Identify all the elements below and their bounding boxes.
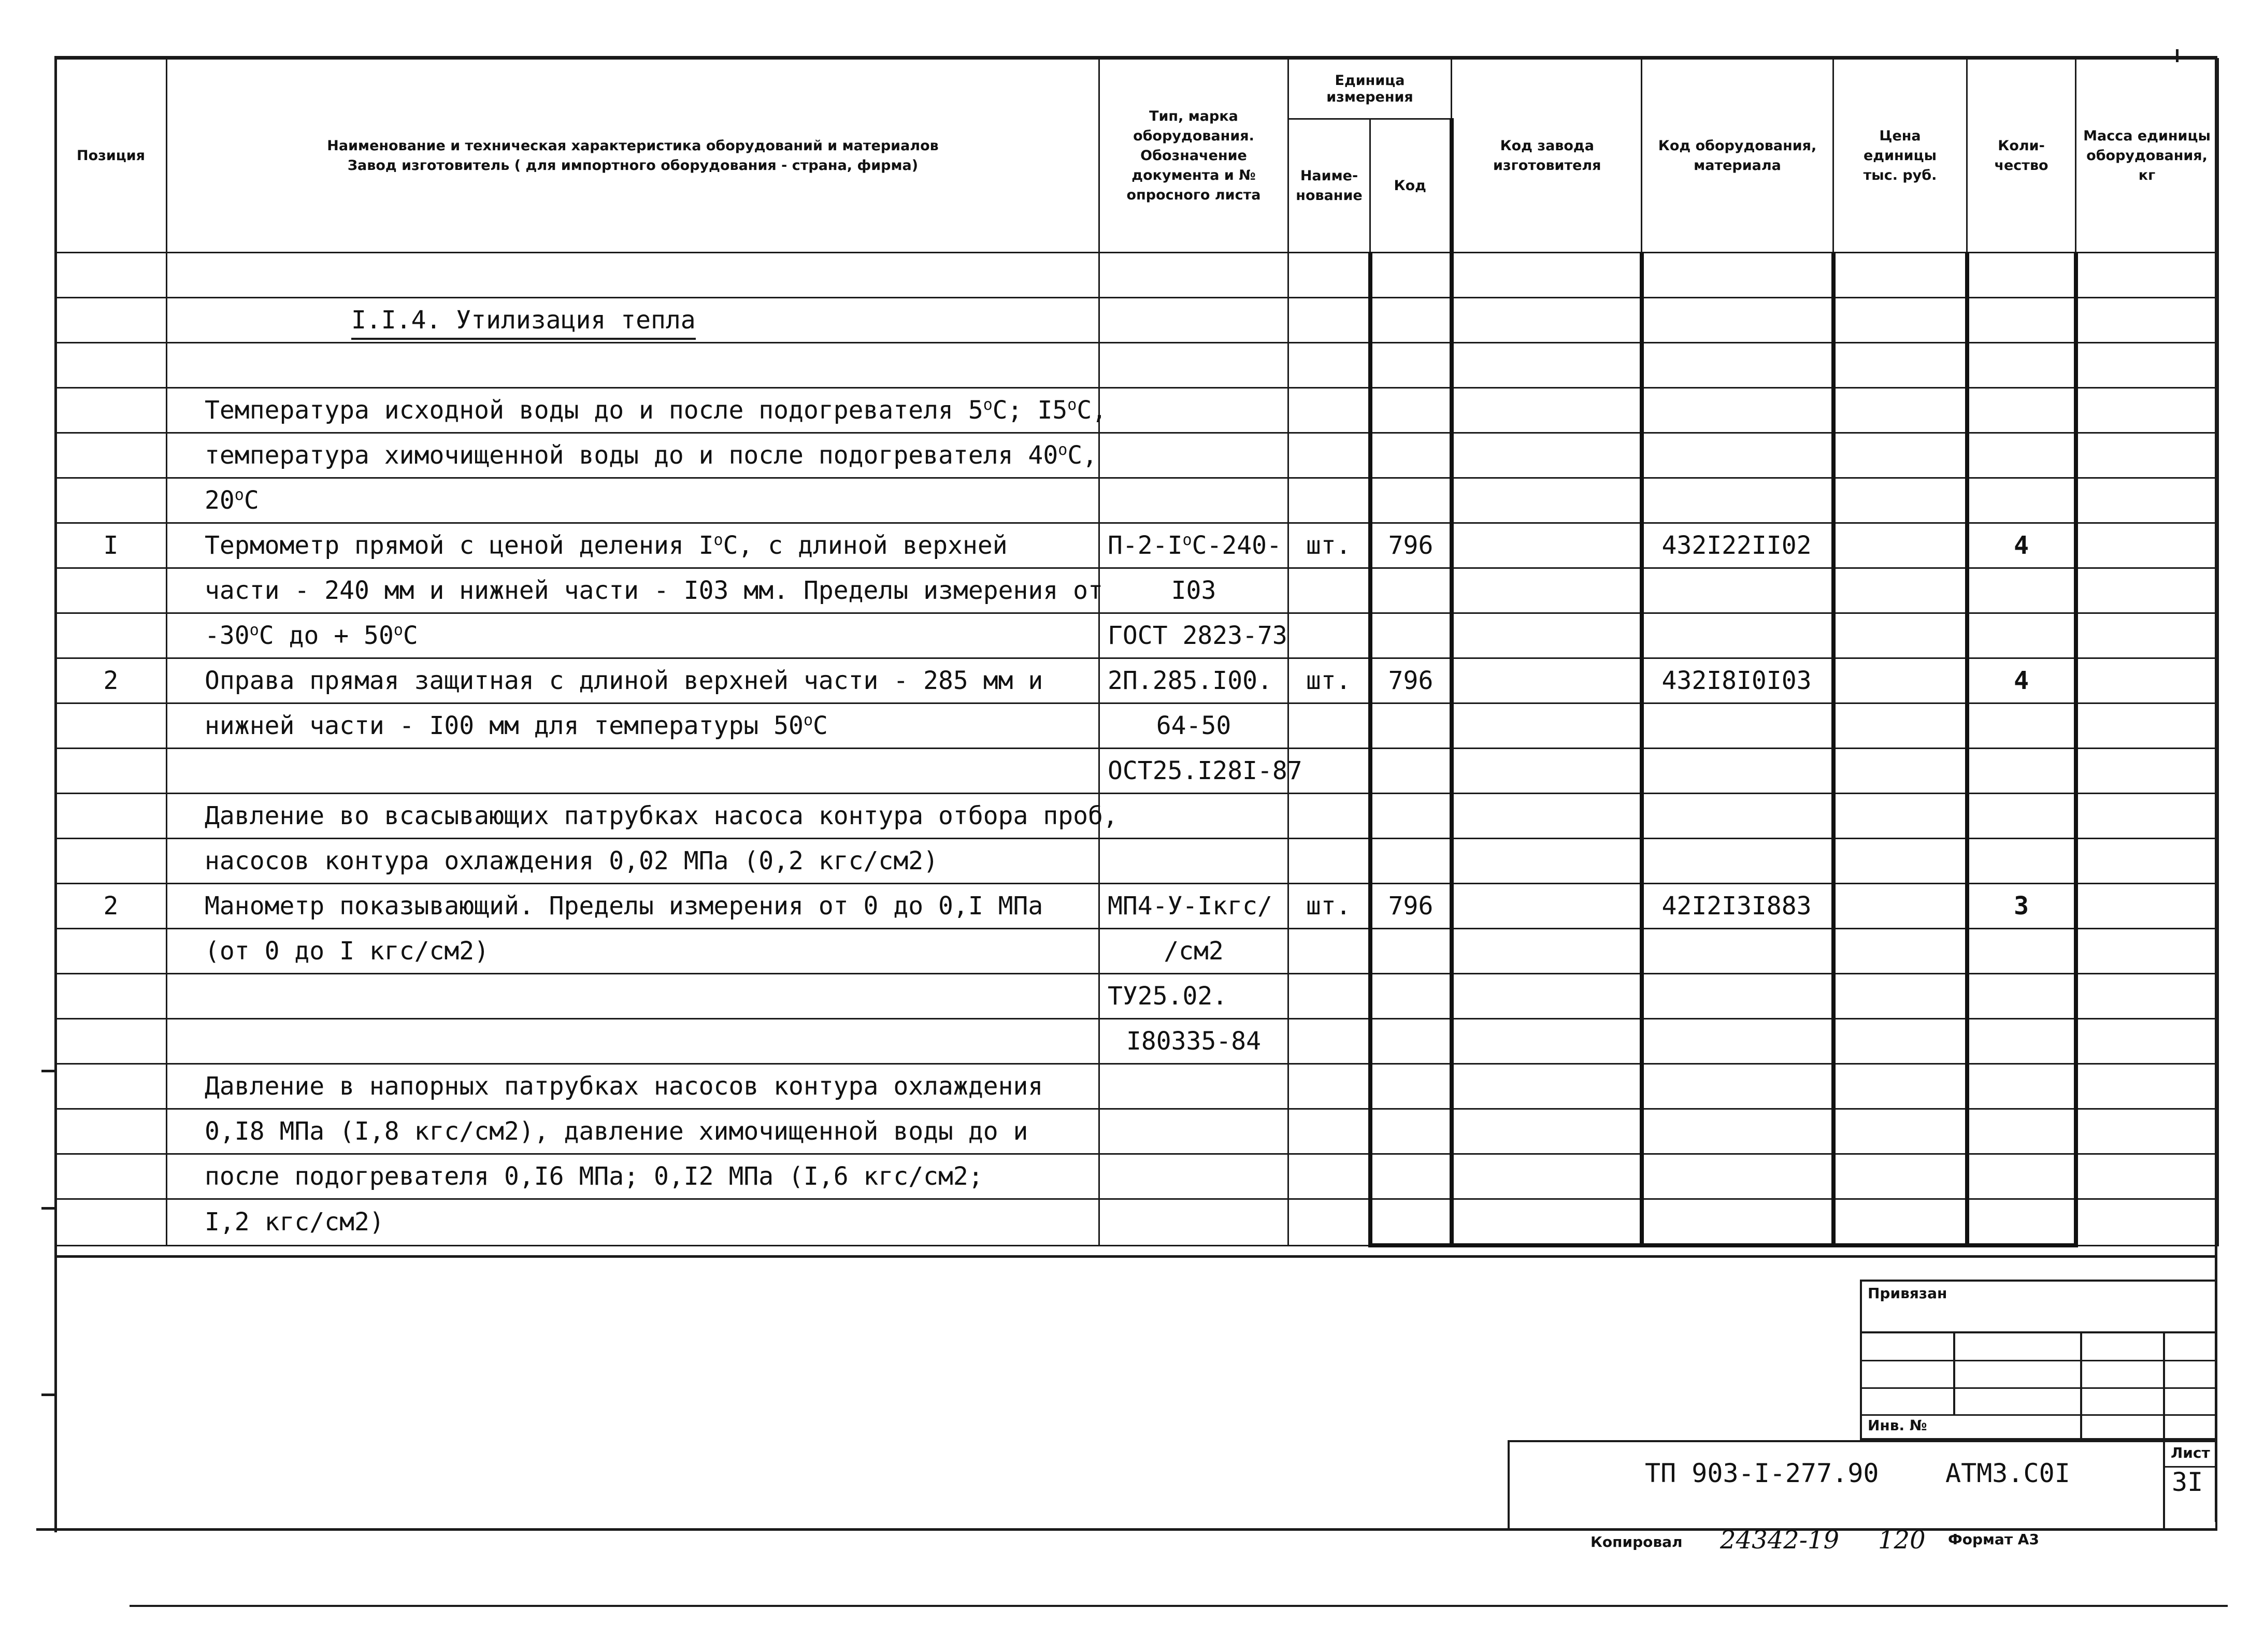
header-equipment-code: Код оборудования, материала xyxy=(1642,59,1833,253)
type-cell xyxy=(1099,839,1288,884)
table-row xyxy=(55,613,2218,658)
quantity-cell: 3 xyxy=(1967,884,2076,929)
price-cell xyxy=(1833,568,1967,613)
name-cell: 20$^o$С xyxy=(167,478,1099,523)
type-cell: МП4-У-Iкгс/ xyxy=(1099,884,1288,929)
quantity-cell xyxy=(1967,1154,2076,1199)
factory-code-cell xyxy=(1452,1019,1642,1064)
quantity-cell xyxy=(1967,613,2076,658)
unit-code-cell xyxy=(1370,974,1452,1019)
equipment-code-cell xyxy=(1642,1109,1833,1154)
factory-code-cell xyxy=(1452,794,1642,839)
factory-code-cell xyxy=(1452,929,1642,974)
header-type: Тип, марка оборудования. Обозначение документа и № опросного листа xyxy=(1099,59,1288,253)
name-cell: Термометр прямой с ценой деления $I^oС$, с длиной верхней xyxy=(167,523,1099,568)
type-cell: I03 xyxy=(1099,568,1288,613)
header-unit-group: Единица измерения xyxy=(1288,59,1452,119)
type-cell xyxy=(1099,1199,1288,1246)
table-row xyxy=(55,568,2218,613)
equipment-code-cell xyxy=(1642,794,1833,839)
unit-code-cell xyxy=(1370,929,1452,974)
quantity-cell xyxy=(1967,929,2076,974)
table-row xyxy=(55,794,2218,839)
mass-cell xyxy=(2076,1154,2218,1199)
data-rows xyxy=(55,388,2218,1246)
unit-code-cell xyxy=(1370,703,1452,749)
price-cell xyxy=(1833,478,1967,523)
quantity-cell xyxy=(1967,839,2076,884)
position-cell xyxy=(55,839,167,884)
table-row xyxy=(55,658,2218,703)
name-cell: части - 240 мм и нижней части - I03 мм. Пределы измерения от xyxy=(167,568,1099,613)
position-cell xyxy=(55,1154,167,1199)
factory-code-cell xyxy=(1452,568,1642,613)
type-cell xyxy=(1099,1064,1288,1109)
name-cell: Давление во всасывающих патрубках насоса контура отбора проб, xyxy=(167,794,1099,839)
unit-name-cell xyxy=(1288,1064,1370,1109)
header-name-line1: Наименование и техническая характеристика оборудований и материалов xyxy=(327,137,939,154)
position-cell xyxy=(55,749,167,794)
mass-cell xyxy=(2076,658,2218,703)
unit-name-cell xyxy=(1288,478,1370,523)
attached-grid-line xyxy=(2080,1331,2082,1440)
unit-code-cell xyxy=(1370,1199,1452,1246)
unit-name-cell xyxy=(1288,1154,1370,1199)
unit-code-cell: 796 xyxy=(1370,523,1452,568)
unit-name-cell xyxy=(1288,388,1370,433)
type-cell xyxy=(1099,1109,1288,1154)
type-cell xyxy=(1099,478,1288,523)
type-cell: /см2 xyxy=(1099,929,1288,974)
table-row xyxy=(55,1019,2218,1064)
sheet-label: Лист xyxy=(2171,1444,2210,1461)
unit-code-cell: 796 xyxy=(1370,658,1452,703)
header-name xyxy=(167,59,1099,253)
factory-code-cell xyxy=(1452,1154,1642,1199)
mass-cell xyxy=(2076,929,2218,974)
name-cell: -30$^o$С до + $50^oС$ xyxy=(167,613,1099,658)
price-cell xyxy=(1833,749,1967,794)
attached-label: Привязан xyxy=(1868,1285,1947,1302)
unit-name-cell xyxy=(1288,703,1370,749)
specification-table xyxy=(54,58,2219,1247)
table-row xyxy=(55,703,2218,749)
name-cell xyxy=(167,974,1099,1019)
equipment-code-cell xyxy=(1642,749,1833,794)
position-cell xyxy=(55,794,167,839)
unit-name-cell xyxy=(1288,794,1370,839)
name-cell: 0,I8 МПа (I,8 кгс/см2), давление химочищенной воды до и xyxy=(167,1109,1099,1154)
type-cell: ОСТ25.I28I-87 xyxy=(1099,749,1288,794)
section-title-row xyxy=(55,298,2218,343)
quantity-cell xyxy=(1967,749,2076,794)
quantity-cell xyxy=(1967,794,2076,839)
equipment-code-cell xyxy=(1642,613,1833,658)
equipment-code-cell xyxy=(1642,1199,1833,1246)
price-cell xyxy=(1833,433,1967,478)
mass-cell xyxy=(2076,703,2218,749)
price-cell xyxy=(1833,794,1967,839)
factory-code-cell xyxy=(1452,703,1642,749)
type-cell: 2П.285.I00. xyxy=(1099,658,1288,703)
position-cell: 2 xyxy=(55,658,167,703)
factory-code-cell xyxy=(1452,749,1642,794)
table-row xyxy=(55,929,2218,974)
table-row xyxy=(55,839,2218,884)
copy-number-2: 120 xyxy=(1878,1526,1926,1555)
name-cell: нижней части - I00 мм для температуры 50$^o$С xyxy=(167,703,1099,749)
mass-cell xyxy=(2076,433,2218,478)
format-label: Формат А3 xyxy=(1948,1531,2039,1548)
name-cell: температура химочищенной воды до и после подогревателя 40$^o$С, xyxy=(167,433,1099,478)
attached-grid-line xyxy=(2163,1331,2165,1440)
quantity-cell xyxy=(1967,1199,2076,1246)
unit-name-cell xyxy=(1288,974,1370,1019)
equipment-code-cell xyxy=(1642,433,1833,478)
price-cell xyxy=(1833,703,1967,749)
price-cell xyxy=(1833,1064,1967,1109)
mass-cell xyxy=(2076,974,2218,1019)
quantity-cell xyxy=(1967,1019,2076,1064)
section-title: I.I.4. Утилизация тепла xyxy=(167,298,1099,343)
table-row xyxy=(55,1064,2218,1109)
equipment-code-cell xyxy=(1642,1154,1833,1199)
name-cell xyxy=(167,749,1099,794)
table-row xyxy=(55,253,2218,298)
equipment-code-cell xyxy=(1642,1064,1833,1109)
factory-code-cell xyxy=(1452,658,1642,703)
table-row xyxy=(55,974,2218,1019)
equipment-code-cell xyxy=(1642,839,1833,884)
attached-grid-line xyxy=(1953,1331,1955,1414)
position-cell xyxy=(55,478,167,523)
unit-code-cell xyxy=(1370,794,1452,839)
doc-mark: АТМ3.С0I xyxy=(1945,1458,2070,1488)
factory-code-cell xyxy=(1452,884,1642,929)
unit-code-cell xyxy=(1370,839,1452,884)
mass-cell xyxy=(2076,749,2218,794)
mass-cell xyxy=(2076,794,2218,839)
price-cell xyxy=(1833,839,1967,884)
table-row xyxy=(55,478,2218,523)
copy-number: 24342-19 xyxy=(1720,1526,1839,1555)
position-cell xyxy=(55,703,167,749)
unit-code-cell xyxy=(1370,478,1452,523)
name-cell: Манометр показывающий. Пределы измерения от 0 до 0,I МПа xyxy=(167,884,1099,929)
factory-code-cell xyxy=(1452,613,1642,658)
position-cell xyxy=(55,1019,167,1064)
unit-code-cell xyxy=(1370,1064,1452,1109)
sheet-divider xyxy=(2163,1440,2165,1531)
header-name-line2: Завод изготовитель ( для импортного оборудования - страна, фирма) xyxy=(347,157,919,174)
quantity-cell xyxy=(1967,1109,2076,1154)
quantity-cell xyxy=(1967,433,2076,478)
factory-code-cell xyxy=(1452,433,1642,478)
unit-name-cell xyxy=(1288,613,1370,658)
position-cell: I xyxy=(55,523,167,568)
factory-code-cell xyxy=(1452,478,1642,523)
type-cell: ТУ25.02. xyxy=(1099,974,1288,1019)
table-row xyxy=(55,1109,2218,1154)
copied-label: Копировал xyxy=(1590,1533,1683,1550)
quantity-cell xyxy=(1967,478,2076,523)
name-cell: (от 0 до I кгс/см2) xyxy=(167,929,1099,974)
price-cell xyxy=(1833,974,1967,1019)
factory-code-cell xyxy=(1452,388,1642,433)
inv-no-label: Инв. № xyxy=(1868,1417,1927,1434)
quantity-cell xyxy=(1967,388,2076,433)
equipment-code-cell xyxy=(1642,568,1833,613)
unit-name-cell xyxy=(1288,1019,1370,1064)
position-cell xyxy=(55,974,167,1019)
price-cell xyxy=(1833,388,1967,433)
unit-code-cell xyxy=(1370,1109,1452,1154)
factory-code-cell xyxy=(1452,839,1642,884)
position-cell xyxy=(55,613,167,658)
mass-cell xyxy=(2076,568,2218,613)
price-cell xyxy=(1833,658,1967,703)
unit-name-cell xyxy=(1288,1109,1370,1154)
price-cell xyxy=(1833,1154,1967,1199)
sheet-number: 3I xyxy=(2172,1467,2203,1497)
quantity-cell xyxy=(1967,974,2076,1019)
name-cell: I,2 кгс/см2) xyxy=(167,1199,1099,1246)
table-row xyxy=(55,388,2218,433)
equipment-code-cell: 42I2I3I883 xyxy=(1642,884,1833,929)
quantity-cell: 4 xyxy=(1967,523,2076,568)
header-unit-name: Наиме- нование xyxy=(1288,119,1370,253)
mass-cell xyxy=(2076,478,2218,523)
margin-tick xyxy=(41,1070,57,1072)
unit-code-cell: 796 xyxy=(1370,884,1452,929)
type-cell xyxy=(1099,388,1288,433)
table-row xyxy=(55,1154,2218,1199)
margin-tick xyxy=(41,1207,57,1210)
header-quantity: Коли- чество xyxy=(1967,59,2076,253)
unit-name-cell xyxy=(1288,433,1370,478)
name-cell: насосов контура охлаждения 0,02 МПа (0,2 кгс/см2) xyxy=(167,839,1099,884)
name-cell: Температура исходной воды до и после подогревателя 5$^o$С; I5$^o$С, xyxy=(167,388,1099,433)
table-row xyxy=(55,433,2218,478)
position-cell: 2 xyxy=(55,884,167,929)
price-cell xyxy=(1833,884,1967,929)
unit-name-cell xyxy=(1288,839,1370,884)
type-cell xyxy=(1099,794,1288,839)
type-cell: $П-2-I^oС-240-$ xyxy=(1099,523,1288,568)
header-unit-code: Код xyxy=(1370,119,1452,253)
unit-code-cell xyxy=(1370,388,1452,433)
equipment-code-cell: 432I8I0I03 xyxy=(1642,658,1833,703)
table-row xyxy=(55,1199,2218,1246)
equipment-code-cell xyxy=(1642,703,1833,749)
type-cell: ГОСТ 2823-73 xyxy=(1099,613,1288,658)
table-row xyxy=(55,884,2218,929)
header-price: Цена единицы тыс. руб. xyxy=(1833,59,1967,253)
mass-cell xyxy=(2076,1109,2218,1154)
quantity-cell: 4 xyxy=(1967,658,2076,703)
price-cell xyxy=(1833,1019,1967,1064)
type-cell: I80335-84 xyxy=(1099,1019,1288,1064)
table-row xyxy=(55,343,2218,388)
name-cell xyxy=(167,1019,1099,1064)
price-cell xyxy=(1833,613,1967,658)
position-cell xyxy=(55,1199,167,1246)
table-bottom-line xyxy=(54,1255,2217,1258)
unit-name-cell xyxy=(1288,1199,1370,1246)
equipment-code-cell xyxy=(1642,1019,1833,1064)
position-cell xyxy=(55,388,167,433)
unit-name-cell xyxy=(1288,568,1370,613)
header-factory-code: Код завода изготовителя xyxy=(1452,59,1642,253)
position-cell xyxy=(55,1064,167,1109)
mass-cell xyxy=(2076,884,2218,929)
price-cell xyxy=(1833,523,1967,568)
quantity-cell xyxy=(1967,1064,2076,1109)
mass-cell xyxy=(2076,613,2218,658)
header-mass: Масса единицы оборудования, кг xyxy=(2076,59,2218,253)
unit-name-cell: шт. xyxy=(1288,658,1370,703)
name-cell: Оправа прямая защитная с длиной верхней части - 285 мм и xyxy=(167,658,1099,703)
position-cell xyxy=(55,1109,167,1154)
mass-cell xyxy=(2076,1064,2218,1109)
equipment-code-cell xyxy=(1642,974,1833,1019)
table-row xyxy=(55,523,2218,568)
price-cell xyxy=(1833,1109,1967,1154)
unit-name-cell xyxy=(1288,929,1370,974)
corner-mark xyxy=(2176,49,2179,62)
type-cell xyxy=(1099,433,1288,478)
price-cell xyxy=(1833,1199,1967,1246)
header-position: Позиция xyxy=(55,59,167,253)
unit-code-cell xyxy=(1370,568,1452,613)
doc-code: ТП 903-I-277.90 xyxy=(1645,1458,1879,1488)
unit-code-cell xyxy=(1370,1019,1452,1064)
position-cell xyxy=(55,929,167,974)
table-row xyxy=(55,749,2218,794)
mass-cell xyxy=(2076,523,2218,568)
type-cell: 64-50 xyxy=(1099,703,1288,749)
unit-code-cell xyxy=(1370,613,1452,658)
factory-code-cell xyxy=(1452,974,1642,1019)
factory-code-cell xyxy=(1452,523,1642,568)
unit-name-cell: шт. xyxy=(1288,884,1370,929)
equipment-code-cell xyxy=(1642,388,1833,433)
factory-code-cell xyxy=(1452,1064,1642,1109)
unit-code-cell xyxy=(1370,1154,1452,1199)
factory-code-cell xyxy=(1452,1199,1642,1246)
mass-cell xyxy=(2076,1019,2218,1064)
price-cell xyxy=(1833,929,1967,974)
position-cell xyxy=(55,568,167,613)
quantity-cell xyxy=(1967,703,2076,749)
factory-code-cell xyxy=(1452,1109,1642,1154)
equipment-code-cell xyxy=(1642,929,1833,974)
mass-cell xyxy=(2076,1199,2218,1246)
mass-cell xyxy=(2076,839,2218,884)
position-cell xyxy=(55,433,167,478)
name-cell: Давление в напорных патрубках насосов контура охлаждения xyxy=(167,1064,1099,1109)
equipment-code-cell xyxy=(1642,478,1833,523)
mass-cell xyxy=(2076,388,2218,433)
unit-code-cell xyxy=(1370,749,1452,794)
equipment-code-cell: 432I22II02 xyxy=(1642,523,1833,568)
margin-tick xyxy=(41,1394,57,1396)
unit-name-cell: шт. xyxy=(1288,523,1370,568)
type-cell xyxy=(1099,1154,1288,1199)
page-trim-line xyxy=(130,1605,2228,1607)
name-cell: после подогревателя 0,I6 МПа; 0,I2 МПа (I,6 кгс/см2; xyxy=(167,1154,1099,1199)
left-frame-line xyxy=(54,56,57,1532)
unit-code-cell xyxy=(1370,433,1452,478)
quantity-cell xyxy=(1967,568,2076,613)
